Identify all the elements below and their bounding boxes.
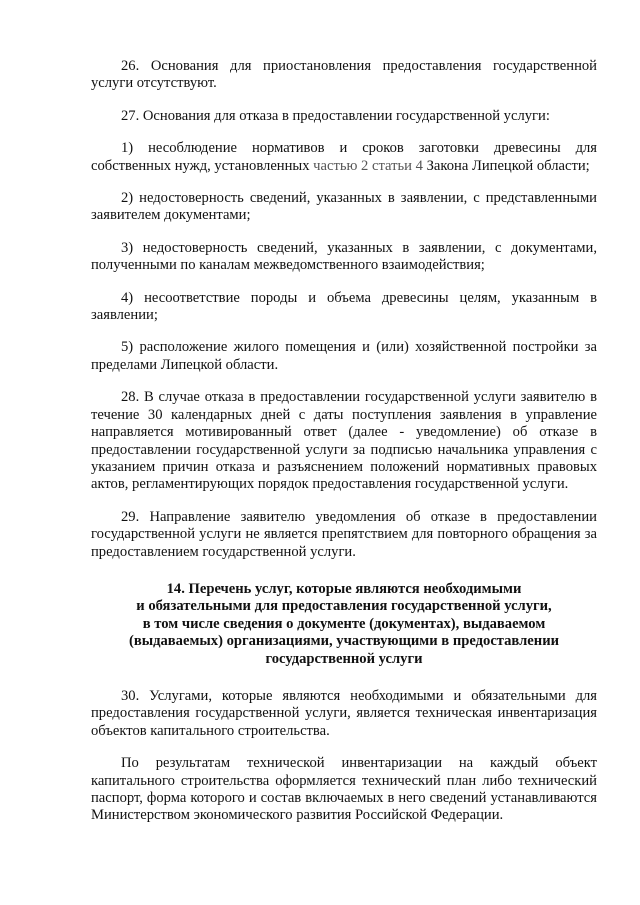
list-item-5: 5) расположение жилого помещения и (или) хозяйственной постройки за пределами Липецкой области.	[91, 339, 597, 373]
section-heading-14	[91, 581, 597, 668]
list-item-2: 2) недостоверность сведений, указанных в заявлении, с представленными заявителем документами;	[91, 190, 597, 224]
document-page	[91, 58, 597, 840]
heading-line: (выдаваемых) организациями, участвующими в предоставлении	[128, 633, 560, 650]
heading-line: государственной услуги	[265, 650, 423, 667]
list-item-1	[91, 140, 597, 175]
law-reference-link[interactable]: частью 2 статьи 4	[313, 157, 423, 174]
heading-line: 14. Перечень услуг, которые являются необходимыми	[166, 580, 522, 597]
list-item-1-text-end: Закона Липецкой области;	[422, 157, 590, 174]
paragraph-30: 30. Услугами, которые являются необходимыми и обязательными для предоставления государственной услуги, является техническая инвентаризация объектов капитального строительства.	[91, 687, 597, 739]
list-item-3: 3) недостоверность сведений, указанных в заявлении, с документами, полученными по каналам межведомственного взаимодействия;	[91, 239, 597, 274]
paragraph-26: 26. Основания для приостановления предоставления государственной услуги отсутствуют.	[91, 58, 597, 92]
list-item-1-text-start: 1) несоблюдение нормативов и сроков заготовки древесины для собственных нужд, установленных	[91, 140, 597, 174]
paragraph-31: По результатам технической инвентаризации на каждый объект капитального строительства оформляется технический план либо технический паспорт, форма которого и состав включаемых в него сведений устанавливаются Министерством экономического развития Российской Федерации.	[91, 755, 597, 824]
heading-line: в том числе сведения о документе (документах), выдаваемом	[142, 615, 546, 632]
paragraph-28: 28. В случае отказа в предоставлении государственной услуги заявителю в течение 30 календарных дней с даты поступления заявления в управление направляется мотивированный ответ (далее - уведомление) об отказе в предоставлении государственной услуги за подписью начальника управления с указанием причин отказа и разъяснением положений нормативных правовых актов, регламентирующих порядок предоставления государственной услуги.	[91, 389, 597, 493]
list-item-4: 4) несоответствие породы и объема древесины целям, указанным в заявлении;	[91, 289, 597, 324]
paragraph-27: 27. Основания для отказа в предоставлении государственной услуги:	[121, 107, 550, 124]
heading-line: и обязательными для предоставления государственной услуги,	[136, 598, 552, 615]
paragraph-29: 29. Направление заявителю уведомления об отказе в предоставлении государственной услуги не является препятствием для повторного обращения за предоставлением государственной услуги.	[91, 508, 597, 560]
